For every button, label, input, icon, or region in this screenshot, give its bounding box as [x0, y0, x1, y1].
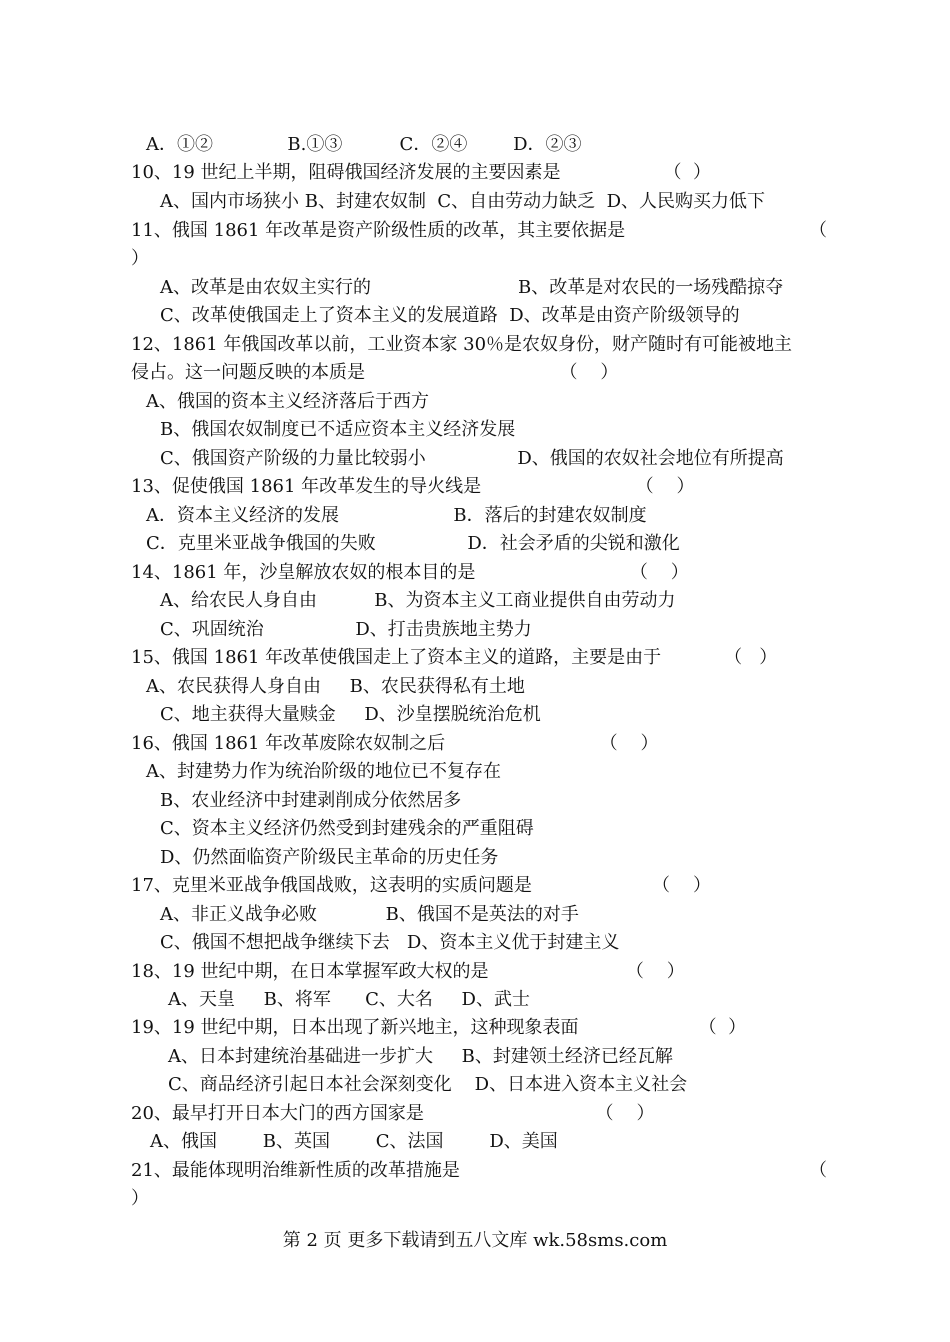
- q15-options-ab: A、农民获得人身自由 B、农民获得私有土地: [146, 676, 525, 697]
- q10-stem: 10、19 世纪上半期，阻碍俄国经济发展的主要因素是 （ ）: [131, 162, 711, 183]
- q12-option-b: B、俄国农奴制度已不适应资本主义经济发展: [160, 419, 516, 440]
- q21-bracket-close: ）: [131, 1188, 149, 1209]
- q10-options: A、国内市场狭小 B、封建农奴制 C、自由劳动力缺乏 D、人民购买力低下: [160, 191, 766, 212]
- q16-stem: 16、俄国 1861 年改革废除农奴制之后 （ ）: [131, 733, 659, 754]
- q20-stem: 20、最早打开日本大门的西方国家是 （ ）: [131, 1103, 655, 1124]
- q21-stem: 21、最能体现明治维新性质的改革措施是: [131, 1160, 460, 1181]
- q14-stem: 14、1861 年，沙皇解放农奴的根本目的是 （ ）: [131, 562, 689, 583]
- q11-option-a: A、改革是由农奴主实行的: [160, 277, 371, 298]
- q11-bracket-close: ）: [131, 248, 149, 269]
- q12-stem: 12、1861 年俄国改革以前，工业资本家 30％是农奴身份，财产随时有可能被地主: [131, 334, 793, 355]
- q12-option-a: A、俄国的资本主义经济落后于西方: [146, 391, 429, 412]
- q13-options-ab: A．资本主义经济的发展 B．落后的封建农奴制度: [146, 505, 647, 526]
- q18-options: A、天皇 B、将军 C、大名 D、武士: [168, 989, 530, 1010]
- q21-bracket-open: （: [809, 1160, 827, 1181]
- q19-stem: 19、19 世纪中期，日本出现了新兴地主，这种现象表面 （ ）: [131, 1017, 747, 1038]
- q20-options: A、俄国 B、英国 C、法国 D、美国: [150, 1131, 558, 1152]
- q9-options: A．①② B.①③ C．②④ D．②③: [146, 134, 582, 155]
- q19-options-ab: A、日本封建统治基础进一步扩大 B、封建领土经济已经瓦解: [168, 1046, 673, 1067]
- q13-stem: 13、促使俄国 1861 年改革发生的导火线是 （ ）: [131, 476, 695, 497]
- q16-option-d: D、仍然面临资产阶级民主革命的历史任务: [160, 847, 499, 868]
- q15-stem: 15、俄国 1861 年改革使俄国走上了资本主义的道路，主要是由于 （ ）: [131, 647, 778, 668]
- q12-options-cd: C、俄国资产阶级的力量比较弱小 D、俄国的农奴社会地位有所提高: [160, 448, 784, 469]
- q14-options-cd: C、巩固统治 D、打击贵族地主势力: [160, 619, 532, 640]
- q11-option-b: B、改革是对农民的一场残酷掠夺: [518, 277, 784, 298]
- q19-options-cd: C、商品经济引起日本社会深刻变化 D、日本进入资本主义社会: [168, 1074, 688, 1095]
- q17-stem: 17、克里米亚战争俄国战败，这表明的实质问题是 （ ）: [131, 875, 711, 896]
- q11-stem: 11、俄国 1861 年改革是资产阶级性质的改革，其主要依据是: [131, 220, 626, 241]
- q12-stem-cont: 侵占。这一问题反映的本质是 （ ）: [131, 362, 619, 383]
- q17-options-cd: C、俄国不想把战争继续下去 D、资本主义优于封建主义: [160, 932, 620, 953]
- q16-option-b: B、农业经济中封建剥削成分依然居多: [160, 790, 462, 811]
- q17-options-ab: A、非正义战争必败 B、俄国不是英法的对手: [160, 904, 579, 925]
- q16-option-c: C、资本主义经济仍然受到封建残余的严重阻碍: [160, 818, 534, 839]
- q11-options-cd: C、改革使俄国走上了资本主义的发展道路 D、改革是由资产阶级领导的: [160, 305, 740, 326]
- q13-options-cd: C．克里米亚战争俄国的失败 D．社会矛盾的尖锐和激化: [146, 533, 680, 554]
- q18-stem: 18、19 世纪中期，在日本掌握军政大权的是 （ ）: [131, 961, 685, 982]
- q15-options-cd: C、地主获得大量赎金 D、沙皇摆脱统治危机: [160, 704, 541, 725]
- q11-bracket-open: （: [809, 220, 827, 241]
- page-footer: 第 2 页 更多下载请到五八文库 wk.58sms.com: [282, 1230, 668, 1251]
- q14-options-ab: A、给农民人身自由 B、为资本主义工商业提供自由劳动力: [160, 590, 676, 611]
- q16-option-a: A、封建势力作为统治阶级的地位已不复存在: [146, 761, 501, 782]
